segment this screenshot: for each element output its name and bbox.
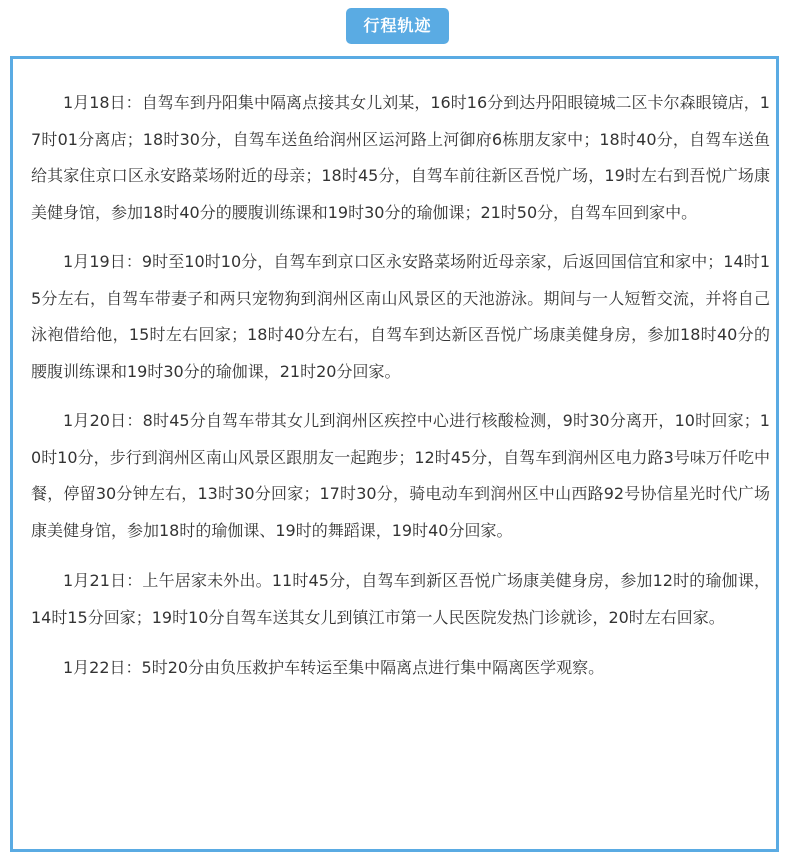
section-title-tag: 行程轨迹 xyxy=(346,8,449,44)
itinerary-day-jan-20: 1月20日：8时45分自驾车带其女儿到润州区疾控中心进行核酸检测，9时30分离开，10时回家；10时10分，步行到润州区南山风景区跟朋友一起跑步；12时45分，自驾车到润州区电力路3号味万仟吃中餐，停留30分钟左右，13时30分回家；17时30分，骑电动车到润州区中山西路92号协信星光时代广场康美健身馆，参加18时的瑜伽课、19时的舞蹈课，19时40分回家。 xyxy=(31,411,770,540)
itinerary-day-jan-22: 1月22日：5时20分由负压救护车转运至集中隔离点进行集中隔离医学观察。 xyxy=(63,658,605,677)
itinerary-content xyxy=(31,85,770,701)
itinerary-day-jan-19: 1月19日：9时至10时10分，自驾车到京口区永安路菜场附近母亲家，后返回国信宜和家中；14时15分左右，自驾车带妻子和两只宠物狗到润州区南山风景区的天池游泳。期间与一人短暂交流，并将自己泳袍借给他，15时左右回家；18时40分左右，自驾车到达新区吾悦广场康美健身房，参加18时40分的腰腹训练课和19时30分的瑜伽课，21时20分回家。 xyxy=(31,252,770,381)
itinerary-day-jan-18: 1月18日：自驾车到丹阳集中隔离点接其女儿刘某，16时16分到达丹阳眼镜城二区卡尔森眼镜店，17时01分离店；18时30分，自驾车送鱼给润州区运河路上河御府6栋朋友家中；18时40分，自驾车送鱼给其家住京口区永安路菜场附近的母亲；18时45分，自驾车前往新区吾悦广场，19时左右到吾悦广场康美健身馆，参加18时40分的腰腹训练课和19时30分的瑜伽课；21时50分，自驾车回到家中。 xyxy=(31,93,770,222)
itinerary-day-jan-21: 1月21日：上午居家未外出。11时45分，自驾车到新区吾悦广场康美健身房，参加12时的瑜伽课，14时15分回家；19时10分自驾车送其女儿到镇江市第一人民医院发热门诊就诊，20时左右回家。 xyxy=(31,571,770,627)
